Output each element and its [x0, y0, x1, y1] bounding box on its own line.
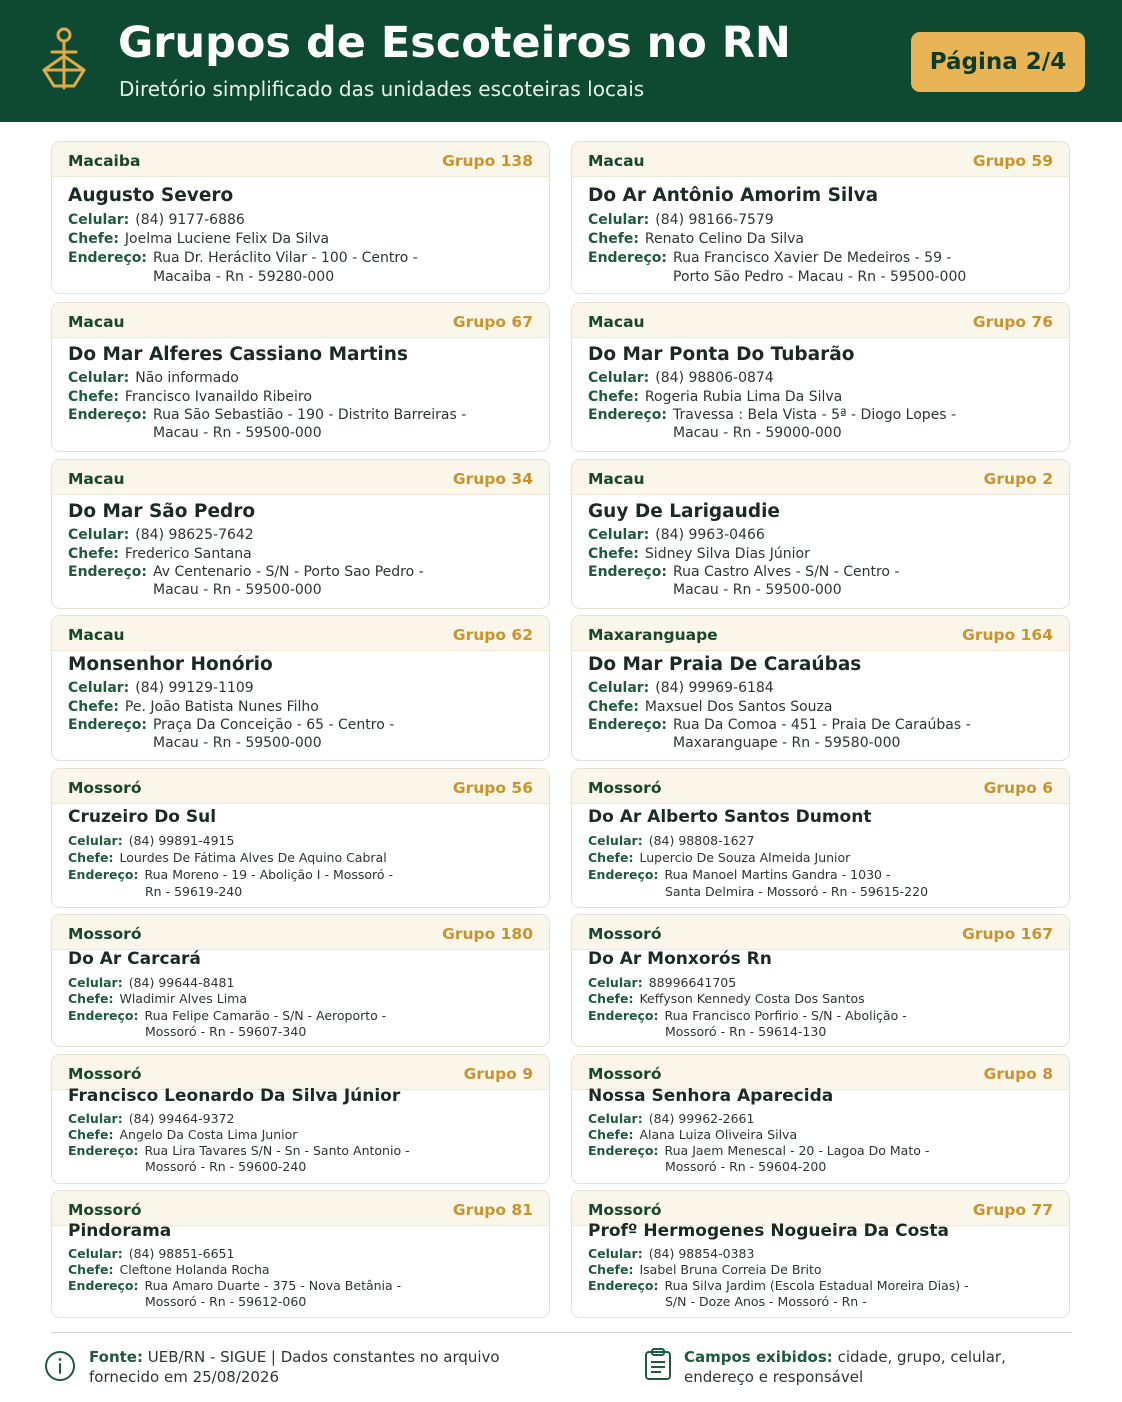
phone-label: Celular: [588, 370, 650, 386]
leader-label: Chefe: [588, 1127, 634, 1142]
group-number: Grupo 81 [452, 1201, 533, 1219]
phone-line [588, 370, 774, 386]
address-line [588, 564, 899, 580]
address-value-line2: Macau - Rn - 59500-000 [153, 582, 322, 598]
phone-line [588, 833, 754, 848]
group-number: Grupo 8 [983, 1065, 1053, 1083]
card-header [572, 616, 1069, 651]
leader-value: Joelma Luciene Felix Da Silva [124, 231, 330, 247]
phone-value: 88996641705 [648, 975, 737, 990]
phone-value: (84) 99969-6184 [655, 680, 774, 696]
phone-value: (84) 99129-1109 [135, 680, 254, 696]
phone-value: (84) 9963-0466 [655, 527, 765, 543]
phone-label: Celular: [68, 833, 123, 848]
address-label: Endereço: [68, 564, 147, 580]
fields-text-line2: endereço e responsável [684, 1368, 864, 1386]
group-number: Grupo 59 [972, 152, 1053, 170]
group-name: Cruzeiro Do Sul [68, 807, 217, 827]
address-value-line2: Maxaranguape - Rn - 59580-000 [673, 735, 901, 751]
footer-source [89, 1347, 500, 1387]
address-line [588, 1008, 907, 1023]
address-line [68, 867, 393, 882]
phone-label: Celular: [588, 833, 643, 848]
leader-value: Renato Celino Da Silva [644, 231, 804, 247]
leader-line [588, 991, 865, 1006]
group-name: Do Mar Alferes Cassiano Martins [68, 344, 408, 365]
leader-value: Sidney Silva Dias Júnior [644, 546, 810, 562]
group-card [51, 1054, 550, 1184]
group-name: Do Mar Ponta Do Tubarão [588, 344, 855, 365]
address-line [588, 717, 971, 733]
address-line [588, 407, 956, 423]
address-line [588, 867, 890, 882]
phone-value: (84) 98854-0383 [648, 1246, 755, 1261]
fields-text-line1: cidade, grupo, celular, [837, 1348, 1006, 1366]
group-number: Grupo 76 [972, 313, 1053, 331]
phone-label: Celular: [68, 212, 130, 228]
address-value-line2: Mossoró - Rn - 59604-200 [665, 1159, 827, 1174]
address-label: Endereço: [68, 717, 147, 733]
city-name: Macau [68, 626, 125, 644]
address-value-line2: Mossoró - Rn - 59612-060 [145, 1294, 307, 1309]
leader-value: Wladimir Alves Lima [119, 991, 248, 1006]
group-number: Grupo 77 [972, 1201, 1053, 1219]
info-icon [44, 1350, 76, 1382]
phone-value: (84) 98851-6651 [128, 1246, 235, 1261]
group-name: Do Ar Carcará [68, 949, 201, 969]
address-value-line2: Santa Delmira - Mossoró - Rn - 59615-220 [665, 884, 929, 899]
address-label: Endereço: [588, 1008, 659, 1023]
leader-label: Chefe: [588, 1262, 634, 1277]
group-name: Do Ar Alberto Santos Dumont [588, 807, 872, 827]
address-value-line1: Rua Jaem Menescal - 20 - Lagoa Do Mato - [664, 1143, 930, 1158]
leader-value: Maxsuel Dos Santos Souza [644, 699, 833, 715]
address-value-line1: Rua Castro Alves - S/N - Centro - [672, 564, 900, 580]
card-header [572, 303, 1069, 338]
address-value-line1: Rua Da Comoa - 451 - Praia De Caraúbas - [672, 717, 971, 733]
leader-line [68, 546, 252, 562]
leader-label: Chefe: [588, 991, 634, 1006]
card-header [52, 915, 549, 950]
group-card [571, 1190, 1070, 1318]
group-number: Grupo 6 [983, 779, 1053, 797]
leader-line [588, 546, 810, 562]
phone-label: Celular: [68, 370, 130, 386]
leader-label: Chefe: [68, 546, 119, 562]
leader-label: Chefe: [588, 850, 634, 865]
phone-value: (84) 98808-1627 [648, 833, 755, 848]
phone-line [68, 527, 254, 543]
address-label: Endereço: [588, 407, 667, 423]
address-value-line1: Rua Felipe Camarão - S/N - Aeroporto - [144, 1008, 387, 1023]
phone-label: Celular: [588, 527, 650, 543]
address-value-line1: Rua São Sebastião - 190 - Distrito Barreiras - [152, 407, 467, 423]
address-value-line2: Macau - Rn - 59500-000 [153, 735, 322, 751]
group-number: Grupo 62 [452, 626, 533, 644]
city-name: Macau [588, 313, 645, 331]
group-name: Pindorama [68, 1221, 172, 1241]
address-value-line1: Rua Silva Jardim (Escola Estadual Moreira Dias) - [664, 1278, 969, 1293]
phone-label: Celular: [68, 680, 130, 696]
group-card [571, 302, 1070, 452]
leader-line [588, 389, 842, 405]
phone-value: Não informado [135, 370, 239, 386]
group-card [51, 768, 550, 908]
phone-value: (84) 98806-0874 [655, 370, 774, 386]
city-name: Macau [588, 152, 645, 170]
city-name: Macau [68, 470, 125, 488]
phone-line [588, 527, 765, 543]
address-line [68, 564, 424, 580]
leader-line [588, 850, 850, 865]
leader-label: Chefe: [588, 699, 639, 715]
phone-line [68, 680, 254, 696]
group-number: Grupo 167 [962, 925, 1053, 943]
leader-line [68, 1262, 270, 1277]
leader-label: Chefe: [68, 231, 119, 247]
address-value-line1: Rua Amaro Duarte - 375 - Nova Betânia - [144, 1278, 402, 1293]
address-line [68, 250, 418, 266]
phone-label: Celular: [588, 212, 650, 228]
card-header [52, 1055, 549, 1090]
page-number-badge: Página 2/4 [911, 32, 1085, 92]
card-header [52, 142, 549, 177]
group-number: Grupo 138 [442, 152, 533, 170]
address-value-line1: Praça Da Conceição - 65 - Centro - [152, 717, 395, 733]
leader-line [68, 850, 387, 865]
phone-value: (84) 98625-7642 [135, 527, 254, 543]
address-label: Endereço: [588, 1143, 659, 1158]
source-text-line2: fornecido em 25/08/2026 [89, 1368, 280, 1386]
address-value-line2: Mossoró - Rn - 59607-340 [145, 1024, 307, 1039]
group-card [571, 141, 1070, 294]
leader-label: Chefe: [68, 850, 114, 865]
city-name: Macaiba [68, 152, 141, 170]
group-number: Grupo 164 [962, 626, 1053, 644]
phone-label: Celular: [68, 527, 130, 543]
group-card [51, 1190, 550, 1318]
phone-value: (84) 99644-8481 [128, 975, 235, 990]
address-line [68, 1008, 386, 1023]
leader-line [588, 231, 804, 247]
leader-line [68, 389, 312, 405]
leader-label: Chefe: [68, 1262, 114, 1277]
address-label: Endereço: [588, 564, 667, 580]
group-card [51, 615, 550, 761]
address-line [68, 407, 466, 423]
leader-label: Chefe: [68, 699, 119, 715]
leader-line [68, 991, 247, 1006]
page-subtitle: Diretório simplificado das unidades escoteiras locais [119, 77, 645, 101]
phone-line [68, 1246, 234, 1261]
address-label: Endereço: [588, 1278, 659, 1293]
address-line [68, 1278, 401, 1293]
address-value-line1: Rua Francisco Xavier De Medeiros - 59 - [672, 250, 952, 266]
address-value-line1: Rua Manoel Martins Gandra - 1030 - [664, 867, 891, 882]
leader-label: Chefe: [588, 231, 639, 247]
card-header [52, 769, 549, 804]
address-label: Endereço: [588, 717, 667, 733]
address-value-line2: Porto São Pedro - Macau - Rn - 59500-000 [673, 269, 967, 285]
address-line [588, 1278, 969, 1293]
phone-label: Celular: [588, 1246, 643, 1261]
leader-value: Pe. João Batista Nunes Filho [124, 699, 319, 715]
phone-line [588, 1246, 754, 1261]
group-number: Grupo 180 [442, 925, 533, 943]
group-number: Grupo 2 [983, 470, 1053, 488]
address-value-line2: Rn - 59619-240 [145, 884, 243, 899]
group-number: Grupo 9 [463, 1065, 533, 1083]
phone-line [68, 212, 245, 228]
leader-value: Rogeria Rubia Lima Da Silva [644, 389, 843, 405]
phone-line [588, 212, 774, 228]
phone-line [588, 680, 774, 696]
city-name: Mossoró [588, 1201, 662, 1219]
group-number: Grupo 56 [452, 779, 533, 797]
source-text-line1: UEB/RN - SIGUE | Dados constantes no arquivo [147, 1348, 500, 1366]
leader-label: Chefe: [588, 546, 639, 562]
phone-value: (84) 99962-2661 [648, 1111, 755, 1126]
leader-value: Isabel Bruna Correia De Brito [639, 1262, 822, 1277]
footer-fields [684, 1347, 1006, 1387]
leader-value: Angelo Da Costa Lima Junior [119, 1127, 298, 1142]
phone-label: Celular: [588, 975, 643, 990]
address-value-line2: Macaiba - Rn - 59280-000 [153, 269, 335, 285]
card-header [572, 915, 1069, 950]
phone-label: Celular: [588, 680, 650, 696]
leader-line [68, 231, 329, 247]
leader-value: Lupercio De Souza Almeida Junior [639, 850, 851, 865]
group-number: Grupo 34 [452, 470, 533, 488]
card-header [52, 460, 549, 495]
city-name: Mossoró [68, 1201, 142, 1219]
address-label: Endereço: [588, 867, 659, 882]
phone-line [68, 975, 234, 990]
group-card [571, 1054, 1070, 1184]
group-name: Monsenhor Honório [68, 654, 273, 675]
group-card [571, 914, 1070, 1047]
address-value-line2: Macau - Rn - 59500-000 [673, 582, 842, 598]
city-name: Mossoró [68, 925, 142, 943]
city-name: Mossoró [588, 1065, 662, 1083]
fields-label: Campos exibidos: [684, 1348, 833, 1366]
address-label: Endereço: [588, 250, 667, 266]
address-line [588, 1143, 929, 1158]
phone-line [68, 1111, 234, 1126]
card-header [52, 616, 549, 651]
card-header [572, 142, 1069, 177]
address-label: Endereço: [68, 407, 147, 423]
city-name: Mossoró [68, 1065, 142, 1083]
leader-line [68, 1127, 297, 1142]
leader-label: Chefe: [68, 1127, 114, 1142]
group-name: Nossa Senhora Aparecida [588, 1086, 834, 1106]
address-label: Endereço: [68, 250, 147, 266]
leader-value: Frederico Santana [124, 546, 252, 562]
phone-label: Celular: [68, 1111, 123, 1126]
city-name: Macau [588, 470, 645, 488]
address-value-line1: Rua Moreno - 19 - Abolição I - Mossoró - [144, 867, 394, 882]
address-label: Endereço: [68, 1143, 139, 1158]
phone-label: Celular: [68, 975, 123, 990]
leader-label: Chefe: [68, 991, 114, 1006]
phone-value: (84) 98166-7579 [655, 212, 774, 228]
address-value-line2: Macau - Rn - 59000-000 [673, 425, 842, 441]
address-value-line1: Travessa : Bela Vista - 5ª - Diogo Lopes - [672, 407, 957, 423]
city-name: Mossoró [588, 925, 662, 943]
address-value-line1: Rua Francisco Porfirio - S/N - Abolição - [664, 1008, 907, 1023]
leader-line [588, 1127, 797, 1142]
leader-value: Keffyson Kennedy Costa Dos Santos [639, 991, 865, 1006]
address-label: Endereço: [68, 1008, 139, 1023]
group-name: Profº Hermogenes Nogueira Da Costa [588, 1221, 950, 1241]
leader-value: Cleftone Holanda Rocha [119, 1262, 270, 1277]
address-value-line1: Rua Dr. Heráclito Vilar - 100 - Centro - [152, 250, 418, 266]
leader-label: Chefe: [588, 389, 639, 405]
address-value-line1: Rua Lira Tavares S/N - Sn - Santo Antonio - [144, 1143, 410, 1158]
group-name: Do Mar São Pedro [68, 501, 256, 522]
card-header [572, 769, 1069, 804]
phone-label: Celular: [68, 1246, 123, 1261]
group-card [571, 768, 1070, 908]
group-card [51, 302, 550, 452]
group-name: Do Ar Monxorós Rn [588, 949, 772, 969]
group-number: Grupo 67 [452, 313, 533, 331]
group-name: Do Ar Antônio Amorim Silva [588, 185, 879, 206]
address-value-line2: Mossoró - Rn - 59614-130 [665, 1024, 827, 1039]
leader-line [588, 699, 832, 715]
city-name: Macau [68, 313, 125, 331]
group-name: Francisco Leonardo Da Silva Júnior [68, 1086, 401, 1106]
phone-value: (84) 99464-9372 [128, 1111, 235, 1126]
address-line [588, 250, 951, 266]
group-card [51, 914, 550, 1047]
clipboard-icon [644, 1347, 672, 1381]
source-label: Fonte: [89, 1348, 143, 1366]
address-value-line2: Macau - Rn - 59500-000 [153, 425, 322, 441]
address-value-line1: Av Centenario - S/N - Porto Sao Pedro - [152, 564, 424, 580]
city-name: Mossoró [68, 779, 142, 797]
address-value-line2: S/N - Doze Anos - Mossoró - Rn - [665, 1294, 867, 1309]
phone-value: (84) 99891-4915 [128, 833, 235, 848]
address-label: Endereço: [68, 867, 139, 882]
phone-line [588, 1111, 754, 1126]
fleur-de-lis-icon [36, 26, 92, 94]
leader-value: Francisco Ivanaildo Ribeiro [124, 389, 312, 405]
address-line [68, 1143, 410, 1158]
address-value-line2: Mossoró - Rn - 59600-240 [145, 1159, 307, 1174]
page-title: Grupos de Escoteiros no RN [118, 18, 791, 68]
leader-value: Lourdes De Fátima Alves De Aquino Cabral [119, 850, 387, 865]
card-header [572, 1055, 1069, 1090]
card-header [572, 460, 1069, 495]
phone-line [588, 975, 736, 990]
group-card [51, 141, 550, 294]
city-name: Maxaranguape [588, 626, 718, 644]
group-name: Augusto Severo [68, 185, 234, 206]
phone-line [68, 370, 239, 386]
card-header [52, 303, 549, 338]
group-name: Do Mar Praia De Caraúbas [588, 654, 862, 675]
phone-line [68, 833, 234, 848]
leader-value: Alana Luiza Oliveira Silva [639, 1127, 798, 1142]
city-name: Mossoró [588, 779, 662, 797]
address-line [68, 717, 394, 733]
group-card [571, 615, 1070, 761]
group-card [571, 459, 1070, 609]
group-name: Guy De Larigaudie [588, 501, 780, 522]
group-card [51, 459, 550, 609]
leader-label: Chefe: [68, 389, 119, 405]
footer-divider [51, 1332, 1072, 1333]
address-label: Endereço: [68, 1278, 139, 1293]
leader-line [588, 1262, 822, 1277]
page-header [0, 0, 1122, 122]
leader-line [68, 699, 319, 715]
phone-label: Celular: [588, 1111, 643, 1126]
phone-value: (84) 9177-6886 [135, 212, 245, 228]
